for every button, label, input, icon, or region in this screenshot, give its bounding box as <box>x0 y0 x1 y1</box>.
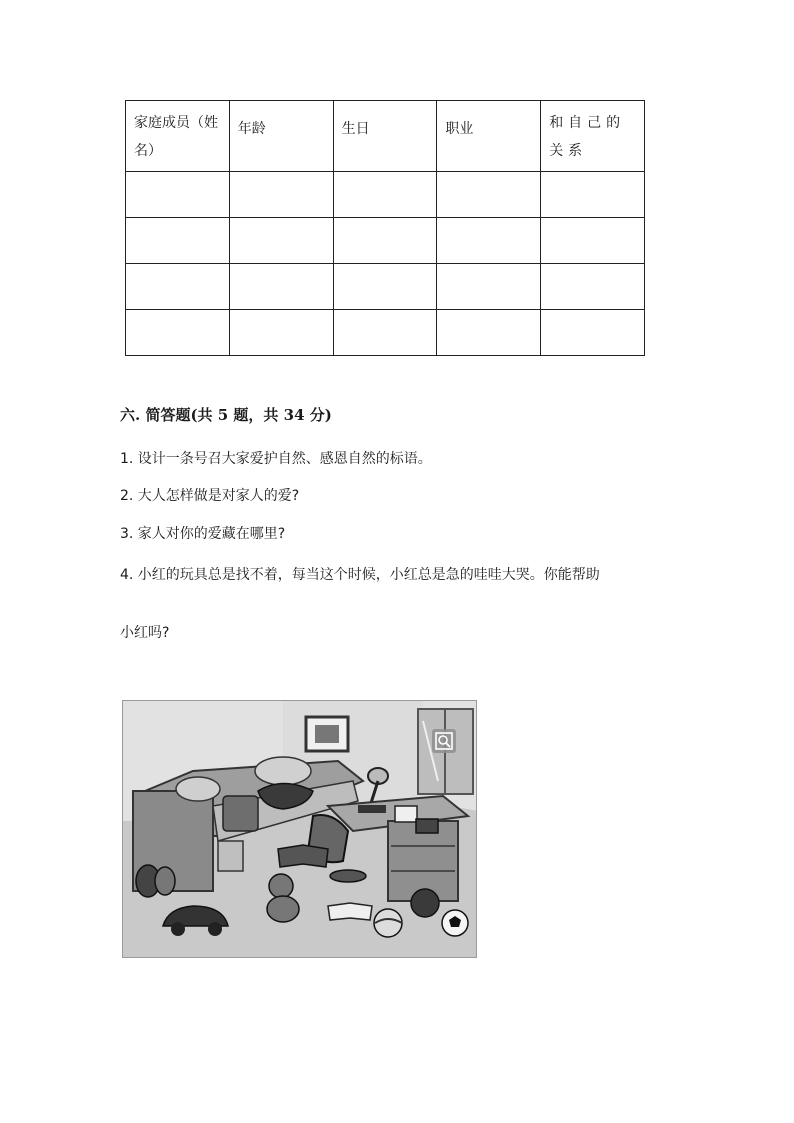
messy-bedroom-illustration <box>122 700 477 958</box>
table-cell[interactable] <box>333 264 437 310</box>
table-header-row <box>126 101 645 172</box>
table-cell[interactable] <box>437 172 541 218</box>
question-1: 1. 设计一条号召大家爱护自然、感恩自然的标语。 <box>120 451 432 467</box>
table-cell[interactable] <box>541 264 645 310</box>
question-3: 3. 家人对你的爱藏在哪里? <box>120 526 286 542</box>
table-cell[interactable] <box>229 264 333 310</box>
table-cell[interactable] <box>126 264 230 310</box>
header-birthday: 生日 <box>333 101 437 172</box>
bedroom-drawing <box>123 701 477 958</box>
table-cell[interactable] <box>126 218 230 264</box>
table-cell[interactable] <box>126 310 230 356</box>
table-cell[interactable] <box>229 172 333 218</box>
question-4-continued: 小红吗? <box>120 625 170 641</box>
header-relationship: 和自己的关系 <box>541 101 645 172</box>
table-cell[interactable] <box>333 172 437 218</box>
question-4: 4. 小红的玩具总是找不着，每当这个时候，小红总是急的哇哇大哭。你能帮助 <box>120 567 600 583</box>
table-row <box>126 218 645 264</box>
header-family-member: 家庭成员（姓名） <box>126 101 230 172</box>
header-age: 年龄 <box>229 101 333 172</box>
family-members-table <box>125 100 645 356</box>
header-occupation: 职业 <box>437 101 541 172</box>
table-cell[interactable] <box>333 218 437 264</box>
table-row <box>126 172 645 218</box>
table-cell[interactable] <box>333 310 437 356</box>
table-cell[interactable] <box>541 172 645 218</box>
table-cell[interactable] <box>437 310 541 356</box>
table-row <box>126 310 645 356</box>
table-cell[interactable] <box>229 218 333 264</box>
table-cell[interactable] <box>229 310 333 356</box>
table-cell[interactable] <box>437 264 541 310</box>
table-cell[interactable] <box>437 218 541 264</box>
table-row <box>126 264 645 310</box>
zoom-icon[interactable] <box>431 728 457 754</box>
table-cell[interactable] <box>541 218 645 264</box>
table-cell[interactable] <box>541 310 645 356</box>
question-2: 2. 大人怎样做是对家人的爱? <box>120 488 300 504</box>
section-title: 六. 简答题(共 5 题，共 34 分) <box>120 406 332 424</box>
table-cell[interactable] <box>126 172 230 218</box>
